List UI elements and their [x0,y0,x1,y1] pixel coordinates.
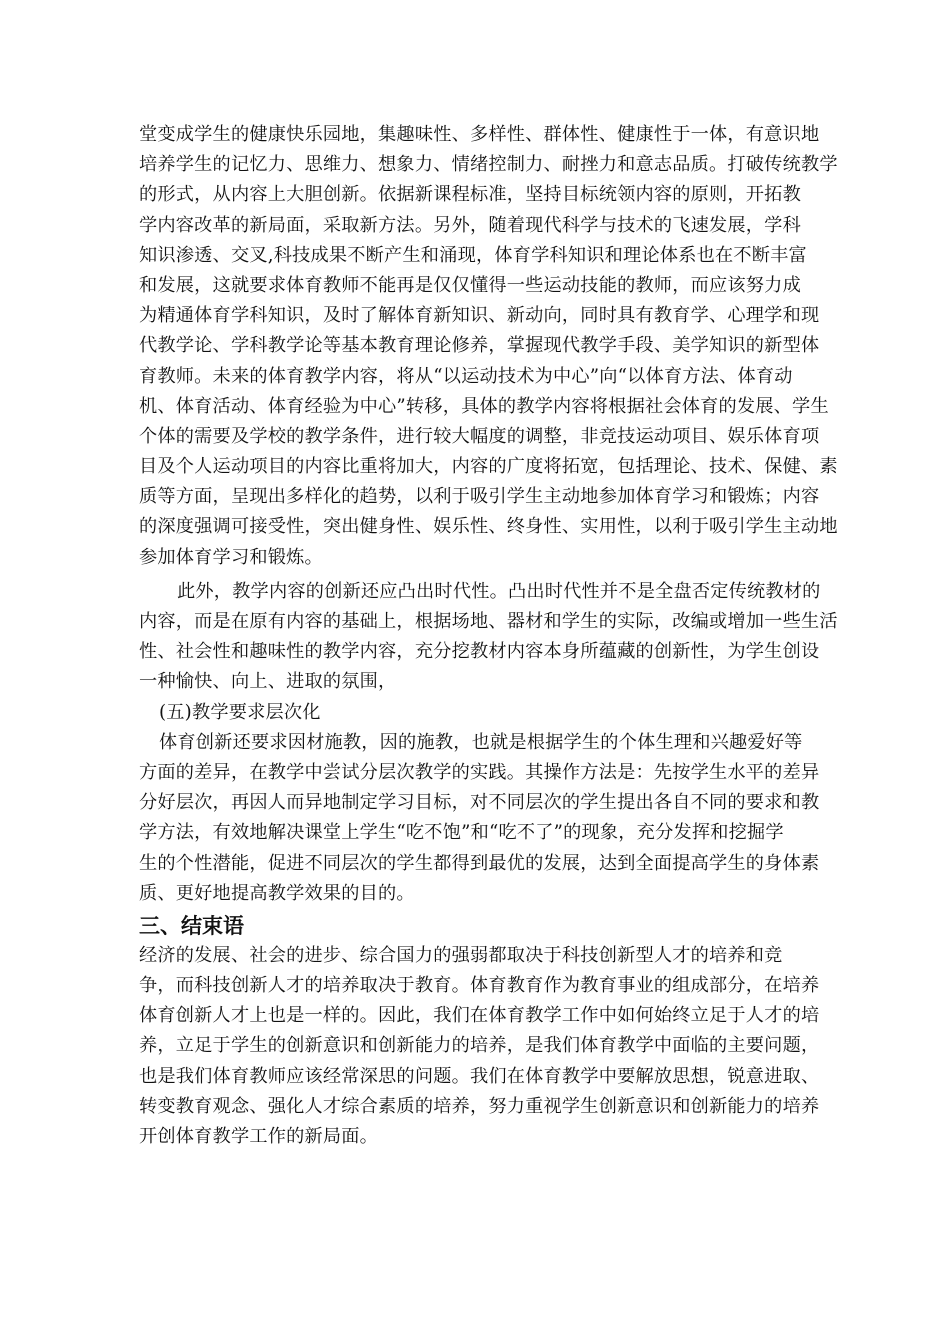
paragraph-content-innovation [139,120,843,573]
text-line: 生的个性潜能，促进不同层次的学生都得到最优的发展，达到全面提高学生的身体素 [139,852,820,874]
text-line: 和发展，这就要求体育教师不能再是仅仅懂得一些运动技能的教师，而应该努力成 [139,274,801,296]
text-line: 堂变成学生的健康快乐园地，集趣味性、多样性、群体性、健康性于一体，有意识地 [139,124,820,145]
document-body [139,120,843,1152]
text-line: 质、更好地提高教学效果的目的。 [139,882,415,904]
text-line: 学方法，有效地解决课堂上学生“吃不饱”和“吃不了”的现象，充分发挥和挖掘学 [139,822,784,844]
paragraph-timeliness [139,577,843,698]
text-line: 方面的差异，在教学中尝试分层次教学的实践。其操作方法是：先按学生水平的差异 [139,761,820,783]
text-line: 经济的发展、社会的进步、综合国力的强弱都取决于科技创新型人才的培养和竞 [139,944,783,966]
text-line: 体育创新人才上也是一样的。因此，我们在体育教学工作中如何始终立足于人才的培 [139,1005,820,1027]
text-line: 培养学生的记忆力、思维力、想象力、情绪控制力、耐挫力和意志品质。打破传统教学 [139,154,838,176]
text-line: 也是我们体育教师应该经常深思的问题。我们在体育教学中要解放思想，锐意进取、 [139,1065,820,1087]
text-line: 参加体育学习和锻炼。 [139,546,323,568]
paragraph-conclusion [139,941,843,1152]
text-line: 目及个人运动项目的内容比重将加大，内容的广度将拓宽，包括理论、技术、保健、素 [139,456,838,478]
text-line: 为精通体育学科知识，及时了解体育新知识、新动向，同时具有教育学、心理学和现 [139,305,820,327]
text-line: 一种愉快、向上、进取的氛围， [139,671,397,693]
text-line: 知识渗透、交叉,科技成果不断产生和涌现，体育学科知识和理论体系也在不断丰富 [139,244,807,266]
text-line: 性、社会性和趣味性的教学内容，充分挖教材内容本身所蕴藏的创新性，为学生创设 [139,641,820,663]
text-line: 的深度强调可接受性，突出健身性、娱乐性、终身性、实用性，以利于吸引学生主动地 [139,516,838,538]
text-line: 争，而科技创新人才的培养取决于教育。体育教育作为教育事业的组成部分，在培养 [139,975,820,997]
paragraph-tiered-teaching [139,728,843,909]
text-line: 的形式，从内容上大胆创新。依据新课程标准，坚持目标统领内容的原则，开拓教 [139,184,801,206]
text-line: 内容，而是在原有内容的基础上，根据场地、器材和学生的实际，改编或增加一些生活 [139,611,838,632]
text-line: 转变教育观念、强化人才综合素质的培养，努力重视学生创新意识和创新能力的培养 [139,1095,820,1117]
text-line: 机、体育活动、体育经验为中心”转移，具体的教学内容将根据社会体育的发展、学生 [139,395,829,417]
text-line: 代教学论、学科教学论等基本教育理论修养，掌握现代教学手段、美学知识的新型体 [139,335,820,357]
text-line: 学内容改革的新局面，采取新方法。另外，随着现代科学与技术的飞速发展，学科 [139,214,801,236]
text-line: 分好层次，再因人而异地制定学习目标，对不同层次的学生提出各自不同的要求和教 [139,792,820,814]
text-line: 育教师。未来的体育教学内容，将从“以运动技术为中心”向“以体育方法、体育动 [139,365,793,387]
text-line: 此外，教学内容的创新还应凸出时代性。凸出时代性并不是全盘否定传统教材的 [177,580,821,602]
text-line: 养，立足于学生的创新意识和创新能力的培养，是我们体育教学中面临的主要问题， [139,1035,820,1057]
text-line: 体育创新还要求因材施教，因的施教，也就是根据学生的个体生理和兴趣爱好等 [159,731,803,753]
section-subheading: (五)教学要求层次化 [159,701,321,723]
text-line: 个体的需要及学校的教学条件，进行较大幅度的调整，非竞技运动项目、娱乐体育项 [139,425,820,447]
text-line: 开创体育教学工作的新局面。 [139,1126,379,1147]
text-line: 质等方面，呈现出多样化的趋势，以利于吸引学生主动地参加体育学习和锻炼；内容 [139,486,820,508]
section-heading-conclusion: 三、结束语 [139,913,244,938]
